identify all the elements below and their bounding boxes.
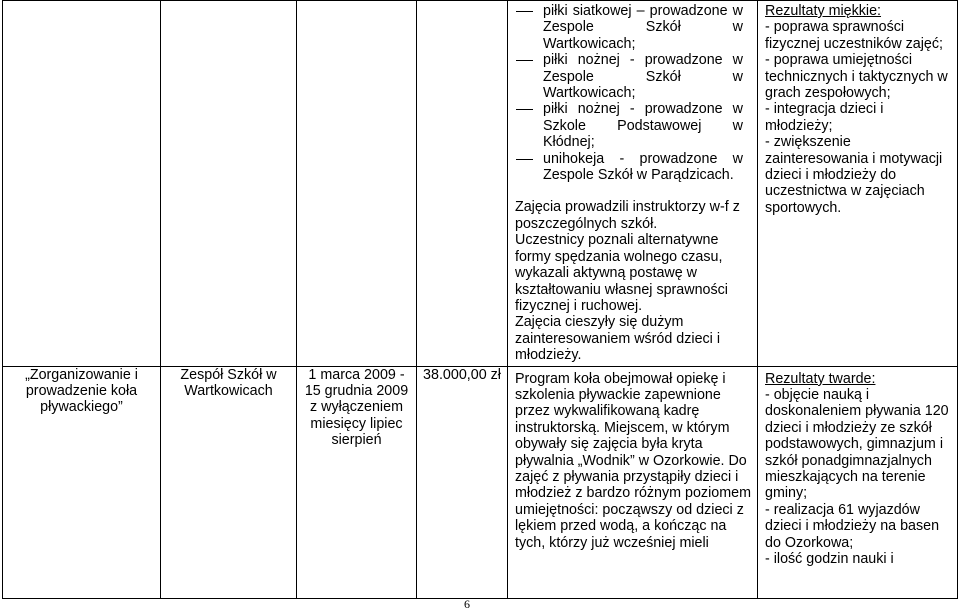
period-cell <box>297 366 417 598</box>
executor-cell <box>161 1 297 367</box>
period-text: 1 marca 2009 - 15 grudnia 2009 z wyłączeniem miesięcy lipiec sierpień <box>304 366 409 449</box>
result-line: - integracja dzieci i młodzieży; <box>765 101 884 134</box>
result-line: - poprawa sprawności fizycznej uczestników zajęć; <box>765 19 943 52</box>
activities-list <box>515 3 751 183</box>
list-item: piłki siatkowej – prowadzone w Zespole Szkół w Wartkowicach; <box>515 3 743 52</box>
participants-paragraph: Uczestnicy poznali alternatywne formy spędzania wolnego czasu, wykazali aktywną postawę w kształtowaniu własnej sprawności fizycznej i ruchowej. <box>515 232 728 314</box>
table-row <box>3 366 958 598</box>
results-cell <box>758 1 958 367</box>
result-line: - poprawa umiejętności technicznych i taktycznych w grach zespołowych; <box>765 52 948 102</box>
amount-cell <box>417 366 508 598</box>
results-heading: Rezultaty twarde: <box>765 370 876 387</box>
task-name: „Zorganizowanie i prowadzenie koła pływackiego” <box>25 366 138 416</box>
amount-cell <box>417 1 508 367</box>
description-paragraph: Program koła obejmował opiekę i szkolenia pływackie zapewnione przez wykwalifikowaną kadrę instruktorską. Miejscem, w którym obywały się zajęcia była kryta pływalnia „Wodnik” w Ozorkowie. Do zajęć z pływania przystąpiły dzieci i młodzież z bardzo różnym poziomem umiejętności: począwszy od dzieci z lękiem przed wodą, a kończąc na tych, którzy już wcześniej mieli <box>515 370 751 551</box>
page-number: 6 <box>464 597 470 611</box>
results-cell <box>758 366 958 598</box>
report-table <box>2 0 958 599</box>
interest-paragraph: Zajęcia cieszyły się dużym zainteresowaniem wśród dzieci i młodzieży. <box>515 314 721 364</box>
list-item: unihokeja - prowadzone w Zespole Szkół w Parądzicach. <box>515 151 743 184</box>
result-line: - zwiększenie zainteresowania i motywacji dzieci i młodzieży do uczestnictwa w zajęciach sportowych. <box>765 134 943 216</box>
activities-cell <box>508 366 758 598</box>
result-line: - objęcie nauką i doskonaleniem pływania 120 dzieci i młodzieży ze szkół podstawowych, gimnazjum i szkół ponadgimnazjalnych mieszkających na terenie gminy; <box>765 386 949 502</box>
executor-name: Zespół Szkół w Wartkowicach <box>180 366 277 399</box>
task-cell <box>3 1 161 367</box>
result-line: - ilość godzin nauki i <box>765 551 894 567</box>
task-cell <box>3 366 161 598</box>
table-row <box>3 1 958 367</box>
amount-value: 38.000,00 zł <box>423 366 501 383</box>
result-line: - realizacja 61 wyjazdów dzieci i młodzieży na basen do Ozorkowa; <box>765 501 940 551</box>
results-heading: Rezultaty miękkie: <box>765 3 882 19</box>
period-cell <box>297 1 417 367</box>
list-item: piłki nożnej - prowadzone w Szkole Podstawowej w Kłódnej; <box>515 101 743 150</box>
list-item: piłki nożnej - prowadzone w Zespole Szkół w Wartkowicach; <box>515 52 743 101</box>
executor-cell <box>161 366 297 598</box>
instructors-paragraph: Zajęcia prowadzili instruktorzy w-f z poszczególnych szkół. <box>515 199 740 232</box>
activities-cell <box>508 1 758 367</box>
